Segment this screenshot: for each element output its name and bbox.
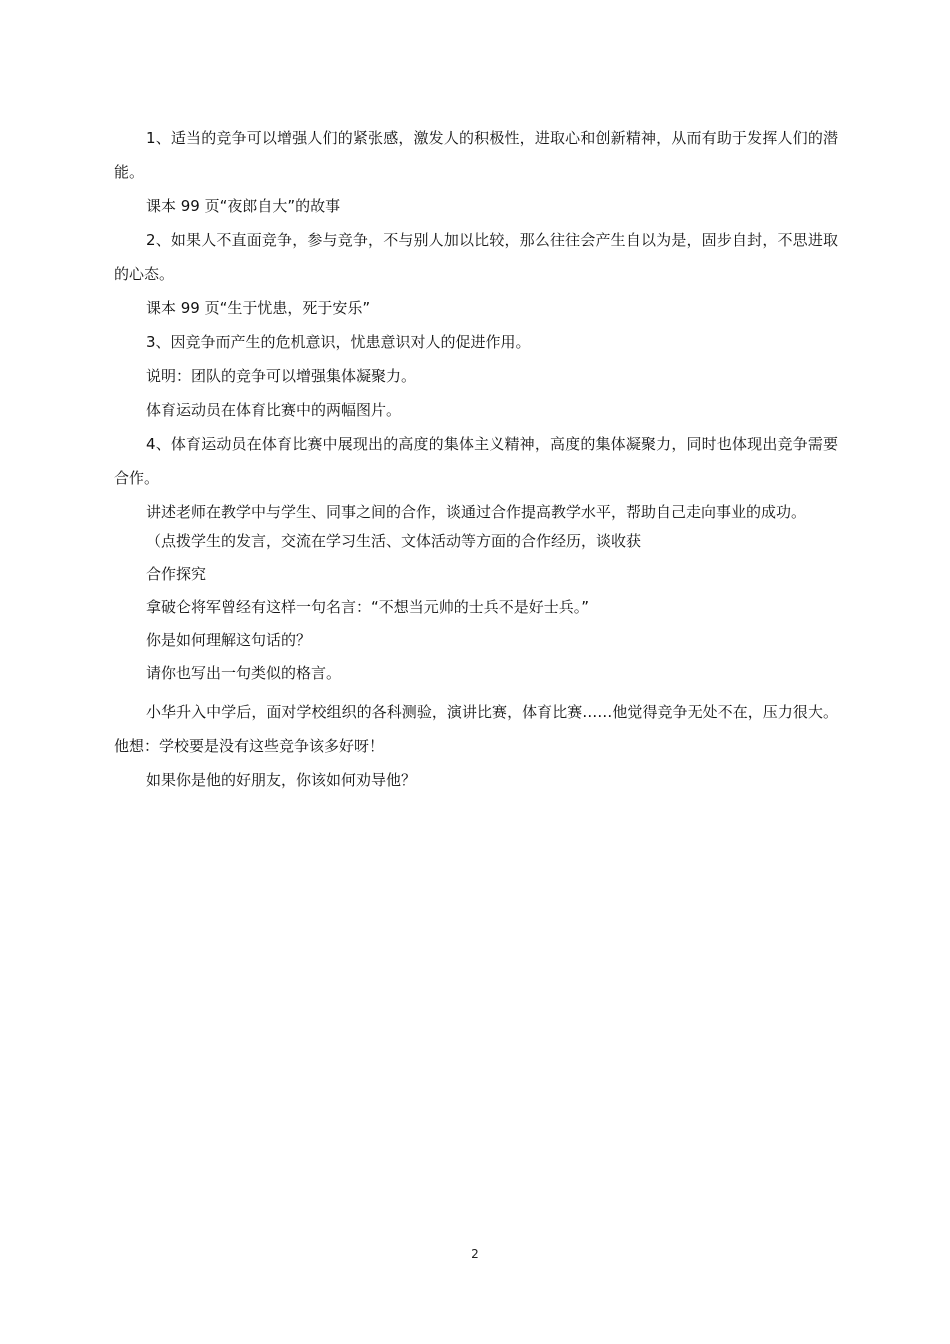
paragraph-16: 如果你是他的好朋友，你该如何劝导他？ [146, 771, 417, 789]
paragraph-12: 拿破仑将军曾经有这样一句名言：“不想当元帅的士兵不是好士兵。” [146, 598, 590, 616]
page-number: 2 [471, 1247, 479, 1261]
paragraph-6: 说明：团队的竞争可以增强集体凝聚力。 [146, 367, 417, 385]
paragraph-4: 课本 99 页“生于忧患，死于安乐” [146, 299, 371, 317]
paragraph-2: 课本 99 页“夜郎自大”的故事 [146, 197, 341, 215]
paragraph-1: 1、适当的竞争可以增强人们的紧张感，激发人的积极性，进取心和创新精神，从而有助于发挥人们的潜能。 [114, 129, 838, 181]
paragraph-14: 请你也写出一句类似的格言。 [146, 664, 342, 682]
paragraph-10: （点拨学生的发言，交流在学习生活、文体活动等方面的合作经历，谈收获 [146, 532, 642, 550]
paragraph-3: 2、如果人不直面竞争，参与竞争，不与别人加以比较，那么往往会产生自以为是，固步自封，不思进取的心态。 [114, 231, 838, 283]
paragraph-15: 小华升入中学后，面对学校组织的各科测验，演讲比赛，体育比赛……他觉得竞争无处不在，压力很大。他想：学校要是没有这些竞争该多好呀！ [114, 703, 838, 755]
paragraph-7: 体育运动员在体育比赛中的两幅图片。 [146, 401, 402, 419]
paragraph-9: 讲述老师在教学中与学生、同事之间的合作，谈通过合作提高教学水平，帮助自己走向事业的成功。 [146, 503, 807, 521]
paragraph-8: 4、体育运动员在体育比赛中展现出的高度的集体主义精神，高度的集体凝聚力，同时也体现出竞争需要合作。 [114, 435, 838, 487]
paragraph-5: 3、因竞争而产生的危机意识，忧患意识对人的促进作用。 [146, 333, 531, 351]
document-body [114, 121, 838, 797]
paragraph-11: 合作探究 [146, 565, 207, 583]
paragraph-13: 你是如何理解这句话的？ [146, 631, 312, 649]
